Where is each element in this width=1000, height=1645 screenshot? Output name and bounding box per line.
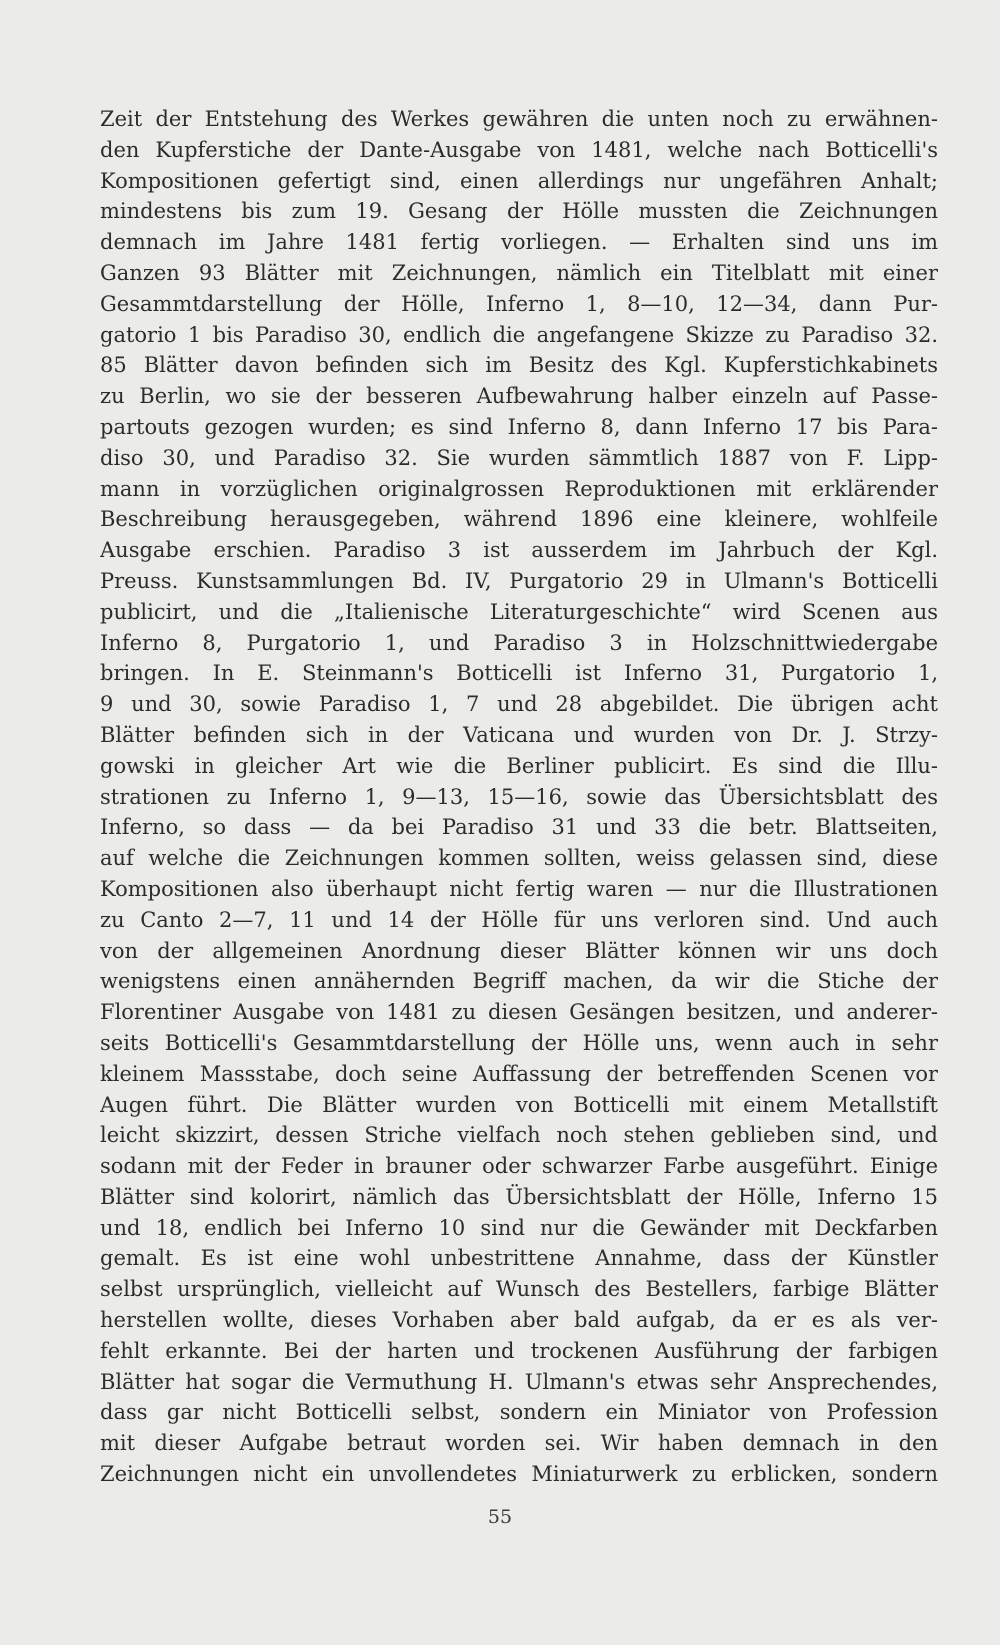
text-line: Inferno 8, Purgatorio 1, und Paradiso 3 in Holzschnittwiedergabe <box>100 630 938 655</box>
text-line: Zeichnungen nicht ein unvollendetes Miniaturwerk zu erblicken, sondern <box>100 1462 938 1487</box>
text-line: herstellen wollte, dieses Vorhaben aber bald aufgab, da er es als ver- <box>100 1308 938 1333</box>
text-line: fehlt erkannte. Bei der harten und trockenen Ausführung der farbigen <box>100 1338 938 1363</box>
text-line: Kompositionen also überhaupt nicht fertig waren — nur die Illustrationen <box>100 876 938 901</box>
text-line: Gesammtdarstellung der Hölle, Inferno 1, 8—10, 12—34, dann Pur- <box>100 291 938 316</box>
text-line: dass gar nicht Botticelli selbst, sondern ein Miniator von Profession <box>100 1400 938 1425</box>
text-line: partouts gezogen wurden; es sind Inferno 8, dann Inferno 17 bis Para- <box>100 414 938 439</box>
text-line: seits Botticelli's Gesammtdarstellung der Hölle uns, wenn auch in sehr <box>100 1030 938 1055</box>
text-line: Florentiner Ausgabe von 1481 zu diesen Gesängen besitzen, und anderer- <box>100 1000 938 1025</box>
text-line: Preuss. Kunstsammlungen Bd. IV, Purgatorio 29 in Ulmann's Botticelli <box>100 568 938 593</box>
text-line: Ausgabe erschien. Paradiso 3 ist ausserdem im Jahrbuch der Kgl. <box>100 538 938 563</box>
text-line: Kompositionen gefertigt sind, einen allerdings nur ungefähren Anhalt; <box>100 168 938 193</box>
text-line: auf welche die Zeichnungen kommen sollten, weiss gelassen sind, diese <box>100 846 938 871</box>
text-line: mindestens bis zum 19. Gesang der Hölle mussten die Zeichnungen <box>100 199 938 224</box>
text-line: selbst ursprünglich, vielleicht auf Wunsch des Bestellers, farbige Blätter <box>100 1277 938 1302</box>
text-line: wenigstens einen annähernden Begriff machen, da wir die Stiche der <box>100 969 938 994</box>
body-text <box>100 104 938 1490</box>
text-line: Beschreibung herausgegeben, während 1896 eine kleinere, wohlfeile <box>100 507 938 532</box>
text-line: gatorio 1 bis Paradiso 30, endlich die angefangene Skizze zu Paradiso 32. <box>100 322 938 347</box>
text-line: den Kupferstiche der Dante-Ausgabe von 1481, welche nach Botticelli's <box>100 137 938 162</box>
text-line: Blätter hat sogar die Vermuthung H. Ulmann's etwas sehr Ansprechendes, <box>100 1369 938 1394</box>
text-line: 85 Blätter davon befinden sich im Besitz des Kgl. Kupferstichkabinets <box>100 353 938 378</box>
text-line: strationen zu Inferno 1, 9—13, 15—16, sowie das Übersichtsblatt des <box>100 784 938 809</box>
text-line: gemalt. Es ist eine wohl unbestrittene Annahme, dass der Künstler <box>100 1246 938 1271</box>
text-line: zu Berlin, wo sie der besseren Aufbewahrung halber einzeln auf Passe- <box>100 384 938 409</box>
text-line: sodann mit der Feder in brauner oder schwarzer Farbe ausgeführt. Einige <box>100 1154 938 1179</box>
text-line: diso 30, und Paradiso 32. Sie wurden sämmtlich 1887 von F. Lipp- <box>100 445 938 470</box>
text-line: von der allgemeinen Anordnung dieser Blätter können wir uns doch <box>100 938 938 963</box>
text-line: mann in vorzüglichen originalgrossen Reproduktionen mit erklärender <box>100 476 938 501</box>
text-line: Augen führt. Die Blätter wurden von Botticelli mit einem Metallstift <box>100 1092 938 1117</box>
text-line: und 18, endlich bei Inferno 10 sind nur die Gewänder mit Deckfarben <box>100 1215 938 1240</box>
text-line: publicirt, und die „Italienische Literaturgeschichte“ wird Scenen aus <box>100 599 938 624</box>
text-line: Blätter sind kolorirt, nämlich das Übersichtsblatt der Hölle, Inferno 15 <box>100 1184 938 1209</box>
text-line: Zeit der Entstehung des Werkes gewähren die unten noch zu erwähnen- <box>100 107 938 131</box>
text-line: kleinem Massstabe, doch seine Auffassung der betreffenden Scenen vor <box>100 1061 938 1086</box>
text-line: gowski in gleicher Art wie die Berliner publicirt. Es sind die Illu- <box>100 753 938 778</box>
text-line: 9 und 30, sowie Paradiso 1, 7 und 28 abgebildet. Die übrigen acht <box>100 692 938 717</box>
text-line: zu Canto 2—7, 11 und 14 der Hölle für uns verloren sind. Und auch <box>100 907 938 932</box>
text-line: bringen. In E. Steinmann's Botticelli ist Inferno 31, Purgatorio 1, <box>100 661 938 686</box>
text-line: Inferno, so dass — da bei Paradiso 31 und 33 die betr. Blattseiten, <box>100 815 938 840</box>
text-line: Ganzen 93 Blätter mit Zeichnungen, nämlich ein Titelblatt mit einer <box>100 260 938 285</box>
page-number: 55 <box>487 1506 513 1528</box>
text-line: mit dieser Aufgabe betraut worden sei. Wir haben demnach in den <box>100 1431 938 1456</box>
text-line: demnach im Jahre 1481 fertig vorliegen. — Erhalten sind uns im <box>100 230 938 255</box>
text-line: leicht skizzirt, dessen Striche vielfach noch stehen geblieben sind, und <box>100 1123 938 1148</box>
text-line: Blätter befinden sich in der Vaticana und wurden von Dr. J. Strzy- <box>100 722 938 747</box>
